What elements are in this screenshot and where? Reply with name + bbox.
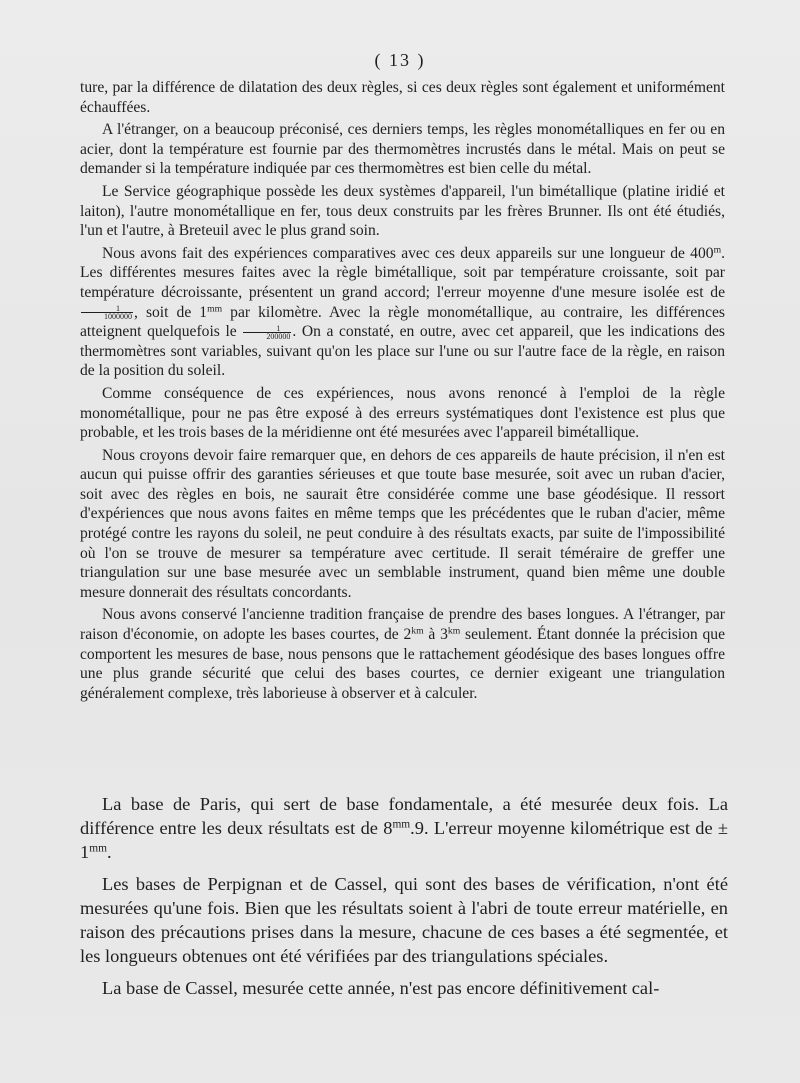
superscript: km — [411, 625, 424, 637]
text-run: , soit de 1 — [134, 303, 208, 321]
text-run: . Les différentes mesures faites avec la règle bimétallique, soit par température croissante, soit par température décroissante, présentent un grand accord; l'erreur moyenne d'une mesure isolée est de — [80, 244, 725, 301]
paragraph — [80, 792, 728, 864]
paragraph: ture, par la différence de dilatation des deux règles, si ces deux règles sont également et uniformément échauffées. — [80, 79, 725, 116]
superscript: m — [713, 244, 722, 256]
fraction-denominator: 200000 — [266, 332, 291, 342]
superscript: mm — [207, 303, 223, 315]
text-run: La base de Paris, qui sert de base fondamentale, a été mesurée deux fois. La différence entre les deux résultats est de 8 — [80, 794, 728, 838]
fraction-denominator: 1000000 — [104, 312, 132, 322]
body-text-small — [80, 78, 725, 706]
paragraph: Le Service géographique possède les deux systèmes d'appareil, l'un bimétallique (platine iridié et laiton), l'autre monométallique en fer, tous deux construits par les frères Brunner. Ils ont été étudiés, l'un et l'autre, à Breteuil avec le plus grand soin. — [80, 182, 725, 240]
text-run: seulement. Étant donnée la précision que comportent les mesures de base, nous pensons que le rattachement géodésique des bases longues offre une plus grande sécurité que celui des bases courtes, ce dernier exigeant une triangulation généralement complexe, très laborieuse à observer et à calculer. — [80, 626, 725, 702]
text-run: . On a constaté, en outre, avec cet appareil, que les indications des thermomètres sont variables, suivant qu'on les place sur l'une ou sur l'autre face de la règle, en raison de la position du soleil. — [80, 323, 725, 380]
superscript: mm — [89, 842, 107, 855]
text-run: Nous avons conservé l'ancienne tradition française de prendre des bases longues. A l'étranger, par raison d'économie, on adopte les bases courtes, de 2 — [80, 606, 725, 644]
fraction — [243, 325, 291, 340]
fraction — [81, 305, 133, 320]
paragraph: Les bases de Perpignan et de Cassel, qui sont des bases de vérification, n'ont été mesurées qu'une fois. Bien que les résultats soient à l'abri de toute erreur matérielle, en raison des précautions prises dans la mesure, chacune de ces bases a été segmentée, et les longueurs obtenues ont été vérifiées par des triangulations spéciales. — [80, 874, 728, 966]
paragraph: Nous croyons devoir faire remarquer que, en dehors de ces appareils de haute précision, il n'en est aucun qui puisse offrir des garanties sérieuses et que toute base mesurée, soit avec un ruban d'acier, soit avec des règles en bois, ne saurait être considérée comme une base géodésique. Il ressort d'expériences que nous avons faites en même temps que les précédentes que le ruban d'acier, même protégé contre les rayons du soleil, ne peut conduire à des résultats exacts, par suite de l'impossibilité où l'on se trouve de mesurer sa température avec certitude. Il serait téméraire de greffer une triangulation sur une base mesurée avec un semblable instrument, quand bien même une double mesure donnerait des résultats concordants. — [80, 446, 725, 601]
paragraph: La base de Cassel, mesurée cette année, n'est pas encore définitivement cal- — [102, 978, 660, 998]
superscript: mm — [392, 818, 411, 831]
text-run: à 3 — [423, 626, 448, 644]
paragraph: Comme conséquence de ces expériences, nous avons renoncé à l'emploi de la règle monométallique, pour ne pas être exposé à des erreurs systématiques dont l'existence est plus que probable, et les trois bases de la méridienne ont été mesurées avec l'appareil bimétallique. — [80, 384, 725, 442]
text-run: par kilomètre. Avec la règle monométallique, au contraire, les différences atteignent quelquefois le — [80, 303, 725, 341]
paragraph: A l'étranger, on a beaucoup préconisé, ces derniers temps, les règles monométalliques en fer ou en acier, dont la température est fournie par des thermomètres incrustés dans le métal. Mais on peut se demander si la température indiquée par ces thermomètres est bien celle du métal. — [80, 121, 725, 178]
fraction-numerator: 1 — [81, 305, 133, 313]
text-run: .9. L'erreur moyenne kilométrique est de ± 1 — [80, 818, 729, 862]
superscript: km — [447, 625, 461, 637]
body-text-large — [80, 792, 728, 1008]
paragraph — [80, 244, 725, 381]
text-run: Nous avons fait des expériences comparatives avec ces deux appareils sur une longueur de 400 — [102, 244, 714, 262]
page-number: ( 13 ) — [374, 50, 426, 70]
text-run: . — [106, 842, 112, 862]
fraction-numerator: 1 — [243, 325, 291, 333]
paragraph — [80, 605, 725, 703]
